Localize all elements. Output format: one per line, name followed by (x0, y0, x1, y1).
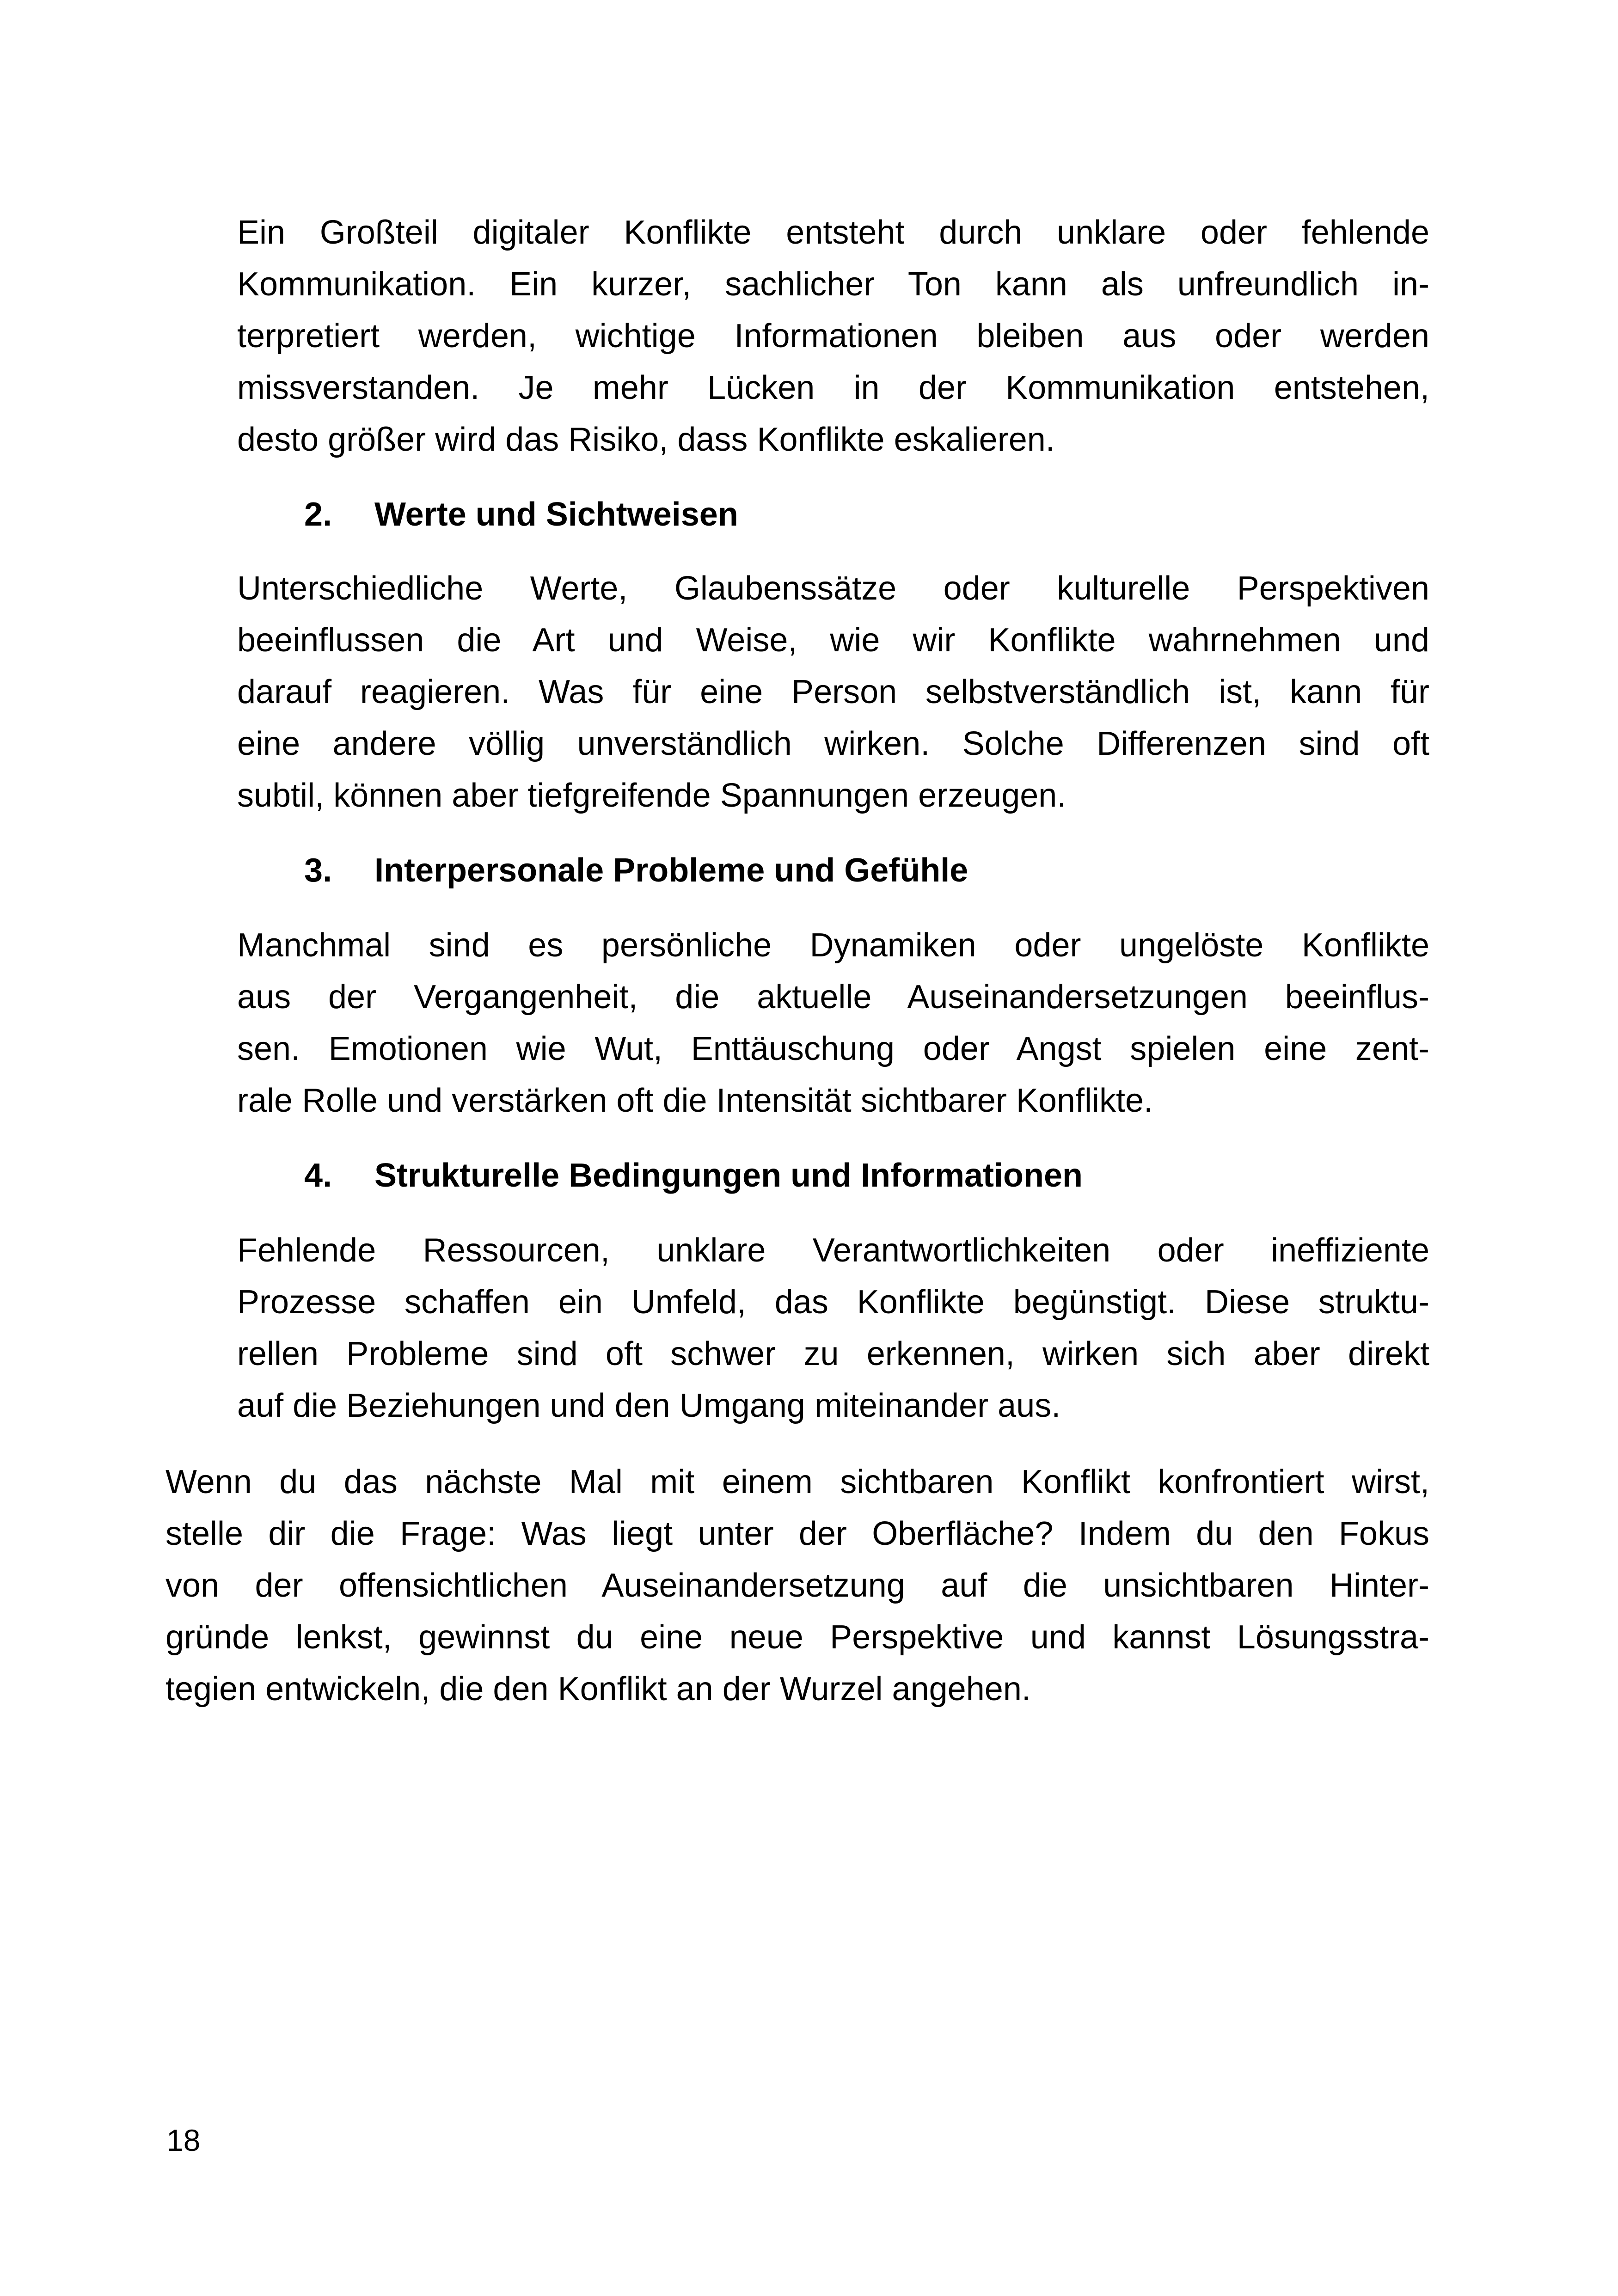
text-line: beeinflussen die Art und Weise, wie wir Konflikte wahrnehmen und (237, 622, 1429, 659)
text-line: Wenn du das nächste Mal mit einem sichtbaren Konflikt konfrontiert wirst, (165, 1463, 1429, 1500)
text-line: stelle dir die Frage: Was liegt unter der Oberfläche? Indem du den Fokus (165, 1515, 1429, 1552)
text-line: desto größer wird das Risiko, dass Konflikte eskalieren. (237, 421, 1055, 458)
section-heading-4 (0, 1150, 1618, 1201)
section-2-paragraph (237, 563, 1429, 821)
text-line: rellen Probleme sind oft schwer zu erkennen, wirken sich aber direkt (237, 1335, 1429, 1372)
text-line: Manchmal sind es persönliche Dynamiken oder ungelöste Konflikte (237, 927, 1429, 964)
text-line: von der offensichtlichen Auseinandersetzung auf die unsichtbaren Hinter- (165, 1567, 1429, 1604)
page-number: 18 (166, 2123, 201, 2157)
section-title: Interpersonale Probleme und Gefühle (374, 852, 968, 889)
text-line: Fehlende Ressourcen, unklare Verantwortlichkeiten oder ineffiziente (237, 1232, 1429, 1269)
section-3-paragraph (237, 919, 1429, 1127)
closing-paragraph (165, 1456, 1429, 1715)
text-line: Kommunikation. Ein kurzer, sachlicher Ton kann als unfreundlich in- (237, 266, 1429, 303)
text-line: Ein Großteil digitaler Konflikte entsteht durch unklare oder fehlende (237, 214, 1429, 251)
section-heading-3 (0, 845, 1618, 896)
section-number: 2. (304, 496, 332, 533)
section-title: Werte und Sichtweisen (374, 496, 738, 533)
text-line: eine andere völlig unverständlich wirken. Solche Differenzen sind oft (237, 725, 1429, 762)
text-line: aus der Vergangenheit, die aktuelle Auseinandersetzungen beeinflus- (237, 979, 1429, 1016)
section-4-paragraph (237, 1225, 1429, 1432)
text-line: terpretiert werden, wichtige Informationen bleiben aus oder werden (237, 318, 1429, 355)
section-number: 3. (304, 852, 332, 889)
text-line: sen. Emotionen wie Wut, Enttäuschung oder Angst spielen eine zent- (237, 1030, 1429, 1067)
text-line: auf die Beziehungen und den Umgang miteinander aus. (237, 1387, 1061, 1424)
text-line: tegien entwickeln, die den Konflikt an der Wurzel angehen. (165, 1671, 1031, 1708)
section-title: Strukturelle Bedingungen und Informationen (374, 1157, 1083, 1194)
intro-paragraph (237, 207, 1429, 465)
text-line: missverstanden. Je mehr Lücken in der Kommunikation entstehen, (237, 369, 1429, 406)
text-line: darauf reagieren. Was für eine Person selbstverständlich ist, kann für (237, 673, 1429, 710)
text-line: gründe lenkst, gewinnst du eine neue Perspektive und kannst Lösungsstra- (165, 1619, 1429, 1656)
text-line: rale Rolle und verstärken oft die Intensität sichtbarer Konflikte. (237, 1082, 1153, 1119)
text-line: subtil, können aber tiefgreifende Spannungen erzeugen. (237, 777, 1066, 814)
text-line: Unterschiedliche Werte, Glaubenssätze oder kulturelle Perspektiven (237, 570, 1429, 607)
section-heading-2 (0, 489, 1618, 540)
text-line: Prozesse schaffen ein Umfeld, das Konflikte begünstigt. Diese struktu- (237, 1284, 1429, 1321)
section-number: 4. (304, 1157, 332, 1194)
